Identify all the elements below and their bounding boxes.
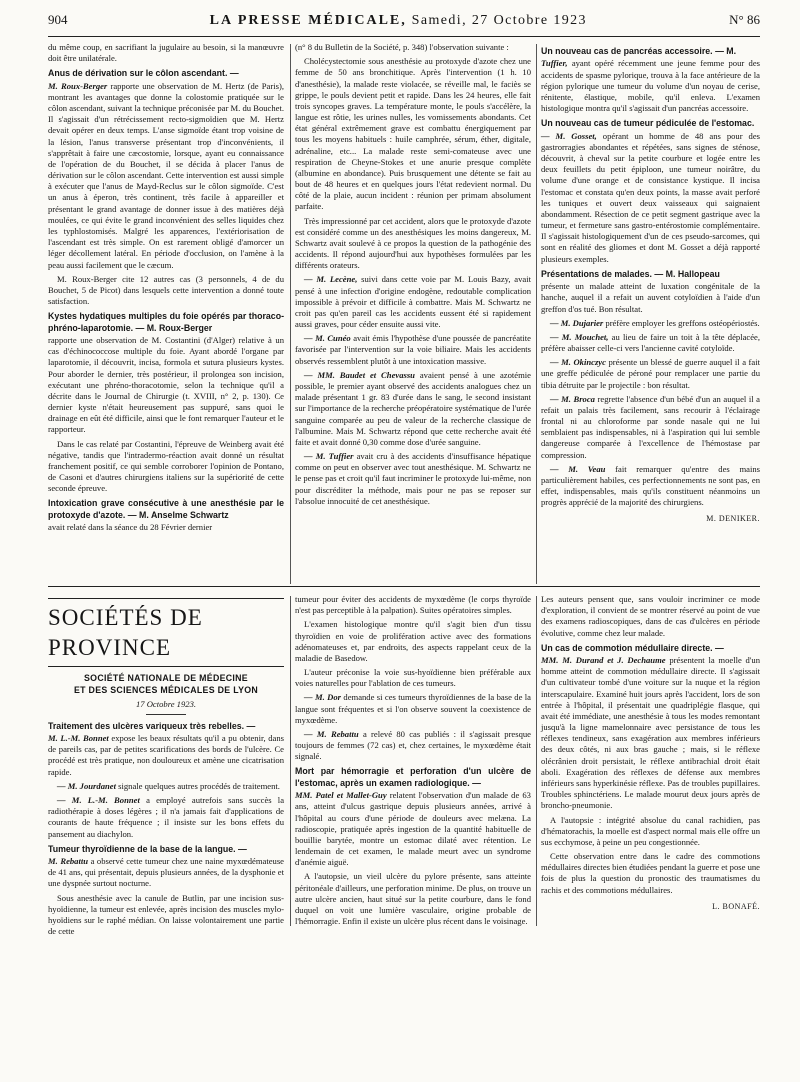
paragraph-text: Anus de dérivation sur le côlon ascendant. — xyxy=(48,68,239,79)
author-name: — M. Tuffier xyxy=(304,451,354,462)
author-name: — M. Gosset, xyxy=(541,130,597,141)
paragraph-text: Un nouveau cas de tumeur pédiculée de l'estomac. xyxy=(541,118,755,129)
author-name: — MM. Baudet et Chevassu xyxy=(304,369,415,380)
paragraph-text: a relevé 80 cas publiés : il s'agissait presque toujours de femmes (72 cas) et, chez certaines, le myxœdème était signalé. xyxy=(295,728,531,762)
paragraph-text: a observé cette tumeur chez une naine myxœdémateuse de 41 ans, qui présentait, depuis plusieurs années, de la dysphonie et une dyspnée surtout nocturne. xyxy=(48,856,284,889)
bottom-column-1 xyxy=(48,594,285,937)
paragraph-text: Intoxication grave consécutive à une anesthésie par le protoxyde d'azote. — M. Anselme Schwartz xyxy=(48,498,284,520)
author-name: — M. Mouchet, xyxy=(550,331,609,342)
author-name: — M. Cunéo xyxy=(304,333,351,344)
paragraph-text: au lieu de faire un toit à la tête déplacée, préfère abaisser celle-ci vers l'ancienne cavité cotyloïde. xyxy=(541,331,760,354)
paragraph xyxy=(295,274,531,330)
page-header xyxy=(48,12,760,37)
paragraph-text: demande si ces tumeurs thyroïdiennes de la base de la langue sont fréquentes et si l'on observe souvent la coexistence de myxœdème. xyxy=(295,692,531,725)
paragraph xyxy=(295,370,531,448)
paragraph xyxy=(541,281,760,315)
paragraph xyxy=(48,733,284,778)
paragraph-text: M. Roux-Berger cite 12 autres cas (3 personnels, 4 de du Bouchet, 5 de Picot) dans lesquels cette intervention a donné toute satisfaction. xyxy=(48,273,284,307)
paragraph xyxy=(541,815,760,849)
author-name: — M. Jourdanet xyxy=(57,780,116,791)
author-name: MM. M. Durand et J. Dechaume xyxy=(541,655,666,666)
paragraph-text: avait relaté dans la séance du 28 Février dernier xyxy=(48,522,213,533)
paragraph-text: Présentations de malades. — M. Hallopeau xyxy=(541,268,720,279)
paragraph-text: Dans le cas relaté par Costantini, l'épreuve de Weinberg avait été négative, tandis que l'intradermo-réaction avait donné un résultat franchement positif, ce qui semble corroborer l'opinion de Pontano, de Casoni et d'autres chirurgiens italiens sur la supériorité de cette seconde épreuve. xyxy=(48,438,284,494)
paragraph-text: opérant un homme de 48 ans pour des gastrorragies abondantes et répétées, sans signes de sténose, découvrit, à cheval sur la petite courbure et logée entre les deux feuillets du petit épiploon, une tumeur noirâtre, du volume d'une orange et de consistance kystique. Il incisa l'estomac et constata qu'en deux points, la masse avait perforé les tuniques et ouvert deux vaisseaux qui saignaient abondamment. Résection de ce petit segment gastrique avec la tumeur, et fermeture sans gastro-entérostomie complémentaire. Il s'agissait histologiquement d'un de ces pseudo-sarcomes, qui sont en réalité des gliomes et dont M. Gosset a déjà rapporté plusieurs exemples. xyxy=(541,130,760,264)
paragraph-text: présente un malade atteint de luxation congénitale de la hanche, auquel il a refait un auvent cotyloïdien à l'aide d'un greffon d'os tué. Bon résultat. xyxy=(541,281,760,314)
paragraph-text: rapporte une observation de M. Costantini (d'Alger) relative à un cas d'échinococcose multiple du foie. Ayant abordé l'organe par laparotomie, il découvrit, incisa, formola et sutura plusieurs kystes. Pour aborder le dernier, très postérieur, il prolongea son incision, exécutant une phréno-thoracotomie, selon la technique qu'il a décrite dans le Journal de Chirurgie (t. XVIII, n° 2, p. 130). Ce dernier kyste n'était heureusement pas suppuré, sans quoi le drainage en eût été difficile, ainsi que le font remarquer l'auteur et le rapporteur. xyxy=(48,335,284,435)
top-column-2 xyxy=(295,42,531,582)
paragraph-text: Mort par hémorragie et perforation d'un ulcère de l'estomac, après un examen radiologique. — xyxy=(295,766,531,788)
paragraph-text: avait émis l'hypothèse d'une poussée de pancréatite favorisée par l'intervention sur la voie biliaire. Mais les accidents observés ressemblent plutôt à une intoxication massive. xyxy=(295,333,531,366)
issue-number: N° 86 xyxy=(729,12,760,27)
article-heading xyxy=(541,269,760,280)
author-name: — M. L.-M. Bonnet xyxy=(57,794,140,805)
paragraph-text: signale quelques autres procédés de traitement. xyxy=(115,780,280,791)
paragraph xyxy=(48,335,284,436)
article-heading xyxy=(541,46,760,57)
article-heading xyxy=(295,766,531,789)
author-name: M. Roux-Berger xyxy=(48,80,108,91)
paragraph xyxy=(295,216,531,272)
paragraph-text: L'auteur préconise la voie sus-hyoïdienne bien préférable aux voies naturelles pour l'ablation de ces tumeurs. xyxy=(295,667,531,689)
paragraph-text: tumeur pour éviter des accidents de myxœdème (le corps thyroïde n'est pas perceptible à la palpation). Suites opératoires simples. xyxy=(295,594,531,616)
author-name: — M. Lecène, xyxy=(304,274,358,285)
paragraph xyxy=(295,42,531,53)
bottom-column-2 xyxy=(295,594,531,927)
paragraph-text: A l'autopsie, un vieil ulcère du pylore présente, sans atteinte péritonéale d'ailleurs, une perforation minime. De plus, on trouve un autre ulcère ancien, haut situé sur la petite courbure, dans le fond duquel on voit une lumière vasculaire, origine probable de l'hémorragie. Enfin il existe un ulcère plus récent dans le voisinage. xyxy=(295,871,531,927)
article-heading xyxy=(541,118,760,129)
paragraph-text: Un nouveau cas de pancréas accessoire. — M. xyxy=(541,46,737,56)
paragraph-text: Tumeur thyroïdienne de la base de la langue. — xyxy=(48,843,247,854)
paragraph xyxy=(541,357,760,391)
paragraph xyxy=(295,333,531,367)
paragraph-text: Sous anesthésie avec la canule de Butlin, par une incision sus-hyoïdienne, la tumeur est enlevée, après incision des muscles mylo-hyoïdiens sur le raphé médian. On laisse volontairement une partie de cette xyxy=(48,892,284,937)
page-number: 904 xyxy=(48,12,68,27)
paragraph xyxy=(48,781,284,792)
author-signature: M. DENIKER. xyxy=(706,514,760,524)
paragraph xyxy=(541,394,760,461)
paragraph-text: fait remarquer qu'entre des mains particulièrement habiles, ces perfectionnements ne sont pas, en effet, indispensables, mais qu'ils constituent néanmoins un progrès apprécié de la majorité des chirurgiens. xyxy=(541,463,760,508)
author-name: Tuffier, xyxy=(541,58,568,69)
paragraph xyxy=(295,619,531,664)
paragraph-text: L'examen histologique montre qu'il s'agit bien d'un tissu thyroïdien en voie de prolifération active avec des formations adénomateuses et, par endroits, des aspects rappelant ceux de la maladie de Basedow. xyxy=(295,619,531,663)
author-name: — M. Dor xyxy=(304,692,342,703)
bottom-column-1-body xyxy=(48,721,284,938)
author-name: — M. Broca xyxy=(550,393,595,404)
paragraph-text: Un cas de commotion médullaire directe. — xyxy=(541,642,724,653)
article-heading xyxy=(48,68,284,79)
author-name: M. Rebattu xyxy=(48,856,89,867)
author-name: — M. Okinczyc xyxy=(550,357,606,368)
paragraph xyxy=(48,42,284,64)
paragraph-text: préfère employer les greffons ostéopériostés. xyxy=(603,317,760,328)
paragraph-text: regrette l'absence d'un bébé d'un an auquel il a refait un palais très facilement, sans recourir à l'éclairage frontal ni au chloroforme par sonde nasale qui ne lui semblaient pas indispensables, ni à l'aspiration qui lui semble dangereuse comparée à l'excellence de l'hémostase par compression. xyxy=(541,393,760,460)
paragraph xyxy=(295,56,531,212)
paragraph xyxy=(48,893,284,938)
paragraph xyxy=(48,439,284,495)
paragraph xyxy=(295,667,531,689)
paragraph-text: expose les beaux résultats qu'il a pu obtenir, dans de pareils cas, par de petites scarifications des bords de l'ulcère. Ce procédé est très pratique, non douloureux et amène une cicatrisation rapide. xyxy=(48,733,284,777)
paragraph-text: a employé autrefois sans succès la radiothérapie à doses légères ; il n'a jamais fait d'applications de courants de haute fréquence ; il insiste sur les bons effets du pansement au diachylon. xyxy=(48,794,285,839)
author-name: M. L.-M. Bonnet xyxy=(48,733,109,744)
paragraph xyxy=(48,795,284,840)
paragraph xyxy=(295,790,531,868)
article-heading xyxy=(48,721,284,732)
paragraph-text: Cholécystectomie sous anesthésie au protoxyde d'azote chez une femme de 50 ans bronchitique. Après l'intervention (1 h. 10 d'anesthésie), la malade reste violacée, se réveille mal, le faciès se grippe, le pouls devient petit et rapide. Dans les 24 heures, elle fait trois syncopes graves. La température monte, le pouls s'accélère, la langue est rôtie, les urines nulles, les vomissements abondants. Cet état général extrêmement grave est combattu énergiquement par tous les moyens habituels : huile camphrée, sérum, éther, digitale, adrénaline, etc... La malade reste semi-comateuse avec une respiration de Cheyne-Stokes et une anurie presque complète (albumine en abondance). Puis brusquement une détente se fait au bout de 48 heures et en quelques jours l'état redevient normal. Du côté de la plaie, aucun incident : réunion per primam absolument parfaite. xyxy=(295,56,531,212)
top-column-3 xyxy=(541,42,760,582)
article-heading xyxy=(541,643,760,654)
author-name: — M. Veau xyxy=(550,463,606,474)
paragraph xyxy=(541,318,760,329)
paragraph xyxy=(541,594,760,639)
paragraph-text: avait cru à des accidents d'insuffisance hépatique comme on peut en observer avec tout anesthésique. M. Schwartz ne le pense pas et croit qu'il faut incriminer le protoxyde lui-même, non pour discréditer la méthode, mais pour ne pas se reposer sur l'absolue innocuité de cet anesthésique. xyxy=(295,451,531,506)
paragraph-text: suivi dans cette voie par M. Louis Bazy, avait pensé à une infection d'origine endogène, redoutable complication impossible à prévoir et difficile à combattre. Mais M. Schwartz ne croit pas qu'en pareil cas les accidents eussent été si rapidement aussi graves, pour céder ensuite aussi vite. xyxy=(295,274,531,330)
paragraph-text: Traitement des ulcères variqueux très rebelles. — xyxy=(48,720,256,731)
article-heading xyxy=(48,311,284,334)
journal-name: LA PRESSE MÉDICALE, xyxy=(209,13,407,28)
author-signature: L. BONAFÉ. xyxy=(712,901,760,911)
paragraph-text: avaient pensé à une azotémie possible, le premier ayant observé des accidents analogues chez un malade présentant 1 gr. 83 d'urée dans le sang, le second insistant sur l'importance de la recherche préopératoire systématique de l'urée sanguine comparée au peu de valeur de la recherche classique de l'albumine. Mais M. Schwartz répond que cette recherche avait été faite et avait donné 0,30 comme dose d'urée sanguine. xyxy=(295,369,531,447)
paragraph xyxy=(295,594,531,616)
paragraph xyxy=(541,655,760,811)
article-heading xyxy=(48,844,284,855)
author-name: — M. Rebattu xyxy=(304,728,359,739)
paragraph-text: Les auteurs pensent que, sans vouloir incriminer ce mode d'exploration, il convient de se montrer réservé au point de vue des examens radioscopiques, dans de cas d'ulcères en période évolutive, comme chez leur malade. xyxy=(541,594,760,638)
paragraph xyxy=(541,851,760,896)
top-column-1 xyxy=(48,42,284,582)
author-name: — M. Dujarier xyxy=(550,317,604,328)
paragraph-text: rapporte une observation de M. Hertz (de Paris), montrant les avantages que donne la colostomie pratiquée sur le côlon ascendant, suivant la technique préconisée par M. du Bouchet. Il s'agissait d'un rétrécissement recto-sigmoïdien que M. Hertz devait opérer en deux temps. L'anse sigmoïde étant trop voisine de la lésion, l'anus transverse présentant trop d'inconvénients, il s'apprêtait à faire une cæcostomie, lorsque, ayant eu connaissance de l'opération de du Bouchet, il se décida à placer l'anus de dérivation sur le côlon ascendant. Cette intervention est aussi simple à exécuter que l'anus de Mayd-Reclus sur le côlon sigmoïde. C'est un anus à éperon, très continent, très facile à appareiller et présentant le grand avantage de donner issue à des matières déjà moulées, ce qui évite le grand inconvénient des selles liquides chez les typhlostomisés. Malgré les apparences, l'extériorisation de l'ascendant est très simple. On est rarement obligé d'amorcer un léger décollement latéral. En période d'occlusion, on l'amène à la peau aussi facilement que le cæcum. xyxy=(48,80,284,270)
column-divider xyxy=(290,596,291,926)
journal-date: Samedi, 27 Octobre 1923 xyxy=(411,13,587,28)
paragraph-text: présentent la moelle d'un homme atteint de commotion médullaire directe. Il s'agissait d'un cultivateur tombé d'une voiture sur la nuque et la région interscapulaire. Examiné huit jours après l'accident, lors de son entrée à l'hôpital, il présentait une quadriplégie flasque, qui avait été immédiate, une anesthésie à tous les modes remontant jusqu'à la ligne mamelonnaire avec persistance de tous les réflexes tendineux, sans exagération aux membres inférieurs des deux côtés, ni aux bras gauche ; mais, si le réflexe olécrânien droit persistait, le réflexe antibrachial droit était aboli. Exagération des réflexes de défense aux membres inférieurs sans hyperkinésie réflexe. Pas de troubles pupillaires. Troubles sphinctériens. Le malade mourut deux jours après de broncho-pneumonie. xyxy=(541,655,760,811)
paragraph xyxy=(541,131,760,265)
paragraph xyxy=(295,451,531,507)
session-date: 17 Octobre 1923. xyxy=(48,699,284,715)
column-divider xyxy=(290,44,291,584)
journal-title xyxy=(210,13,587,29)
paragraph xyxy=(295,871,531,927)
author-name: MM. Patel et Mallet-Guy xyxy=(295,790,387,801)
paragraph-text: Cette observation entre dans le cadre des commotions médullaires directes bien étudiées pendant la guerre et pose une fois de plus la question du pronostic des traumatismes du rachis et des commotions médullaires. xyxy=(541,851,760,895)
paragraph-text: Très impressionné par cet accident, alors que le protoxyde d'azote est considéré comme un des anesthésiques les moins dangereux, M. Schwartz avait soulevé à ce propos la question de la pathogénie des accidents. Il répond aujourd'hui aux hypothèses formulées par les différents orateurs. xyxy=(295,215,531,271)
paragraph xyxy=(295,692,531,726)
paragraph-text: du même coup, en sacrifiant la jugulaire au besoin, si la manœuvre doit être unilatérale. xyxy=(48,42,284,64)
paragraph xyxy=(295,729,531,763)
bottom-column-3 xyxy=(541,594,760,924)
paragraph-text: présente un blessé de guerre auquel il a fait une greffe pédiculée de péroné pour remplacer une partie du tibia détruite par le projectile : bon résultat. xyxy=(541,357,760,390)
paragraph xyxy=(541,58,760,114)
paragraph-text: A l'autopsie : intégrité absolue du canal rachidien, pas d'hématorachis, la moelle est d'aspect normal mais elle offre un sus ecchymose, à peine un peu congestionnée. xyxy=(541,814,760,847)
section-title: SOCIÉTÉS DE PROVINCE xyxy=(48,598,284,667)
column-divider xyxy=(536,596,537,926)
society-name: SOCIÉTÉ NATIONALE DE MÉDECINE ET DES SCIENCES MÉDICALES DE LYON xyxy=(73,672,259,695)
paragraph xyxy=(48,522,284,533)
paragraph-text: relatent l'observation d'un malade de 63 ans, atteint d'ulcus gastrique depuis plusieurs années, arrivé à l'hôpital au cours d'une période de douleurs avec melæna. La radioscopie, pratiquée après ingestion de la quantité habituelle de bouillie barytée, montre un estomac dilaté avec rétention. Le lendemain de cet examen, le malade meurt avec un syndrome d'anémie aiguë. xyxy=(295,790,531,868)
paragraph xyxy=(48,81,284,271)
paragraph xyxy=(541,464,760,509)
paragraph xyxy=(48,274,284,308)
column-divider xyxy=(536,44,537,584)
paragraph xyxy=(541,332,760,354)
paragraph-text: Kystes hydatiques multiples du foie opérés par thoraco-phréno-laparotomie. — M. Roux-Berger xyxy=(48,311,284,333)
section-divider xyxy=(48,586,760,587)
paragraph-text: (n° 8 du Bulletin de la Société, p. 348) l'observation suivante : xyxy=(295,42,509,52)
paragraph-text: ayant opéré récemment une jeune femme pour des accidents de spasme pylorique, trouva à la face antérieure de la région pylorique une tumeur du volume d'un noyau de cerise, rénitente, élastique, mobile, qu'il enleva. L'examen histologique montra qu'il s'agissait d'un pancréas accessoire. xyxy=(541,58,760,114)
article-heading xyxy=(48,498,284,521)
paragraph xyxy=(48,856,284,890)
